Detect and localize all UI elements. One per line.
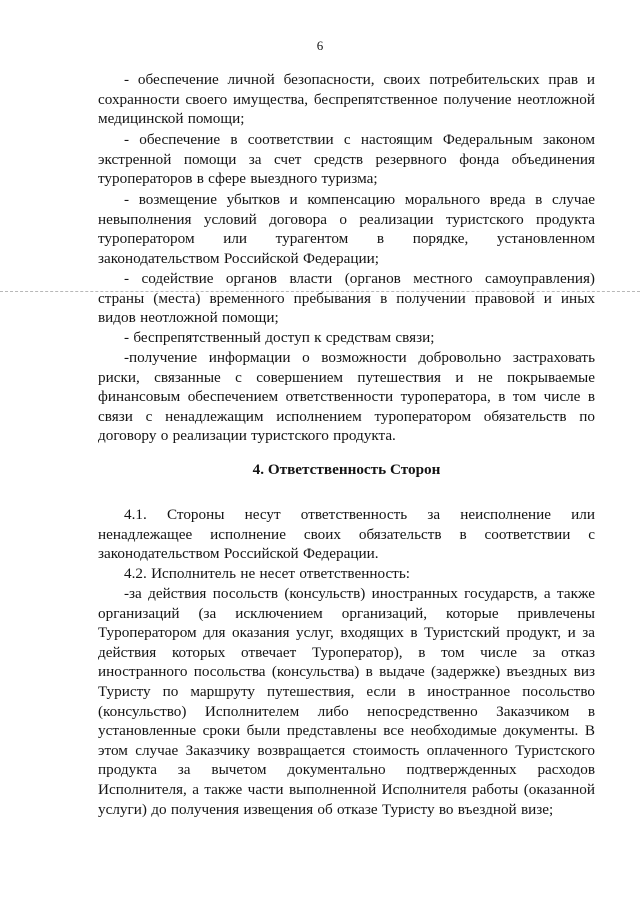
paragraph-4-2: 4.2. Исполнитель не несет ответственность:: [124, 565, 410, 582]
paragraph-insurance-information: -получение информации о возможности добровольно застраховать риски, связанные с совершением путешествия и не покрываемые финансовым обеспечением ответственности туроператора, в том числе в связи с ненадлежащим исполнением туроператором обязательств по договору о реализации туристского продукта.: [98, 349, 595, 445]
paragraph-personal-safety: - обеспечение личной безопасности, своих потребительских прав и сохранности своего имущества, беспрепятственное получение неотложной медицинской помощи;: [98, 71, 595, 128]
paragraph-damages-compensation: - возмещение убытков и компенсацию морального вреда в случае невыполнения условий договора о реализации туристского продукта туроператором или турагентом в порядке, установленном законодательством Российской Федерации;: [98, 191, 595, 267]
paragraph-4-1: 4.1. Стороны несут ответственность за неисполнение или ненадлежащее исполнение своих обязательств в соответствии с законодательством Российской Федерации.: [98, 506, 595, 563]
paragraph-authorities-assistance: - содействие органов власти (органов местного самоуправления) страны (места) временного пребывания в получении правовой и иных видов неотложной помощи;: [98, 270, 595, 327]
section-heading-liability: 4. Ответственность Сторон: [252, 461, 441, 478]
paragraph-communication-access: - беспрепятственный доступ к средствам связи;: [124, 329, 435, 346]
paragraph-emergency-assistance: - обеспечение в соответствии с настоящим Федеральным законом экстренной помощи за счет средств резервного фонда объединения туроператоров в сфере выездного туризма;: [98, 131, 595, 188]
paragraph-embassy-actions: -за действия посольств (консульств) иностранных государств, а также организаций (за исключением организаций, которые привлечены Туроператором для оказания услуг, входящих в Туристский продукт, и за действия которых отвечает Туроператор), в том числе за отказ иностранного посольства (консульства) в выдаче (задержке) въездных виз Туристу по маршруту путешествия, если в иностранное посольство (консульство) Исполнителем либо непосредственно Заказчиком в установленные сроки были представлены все необходимые документы. В этом случае Заказчику возвращается стоимость оплаченного Туристского продукта за вычетом документально подтвержденных расходов Исполнителя, а также части выполненной Исполнителя работы (оказанной услуги) до получения извещения об отказе Туристу во въездной визе;: [98, 585, 595, 818]
page-number: 6: [316, 38, 324, 53]
